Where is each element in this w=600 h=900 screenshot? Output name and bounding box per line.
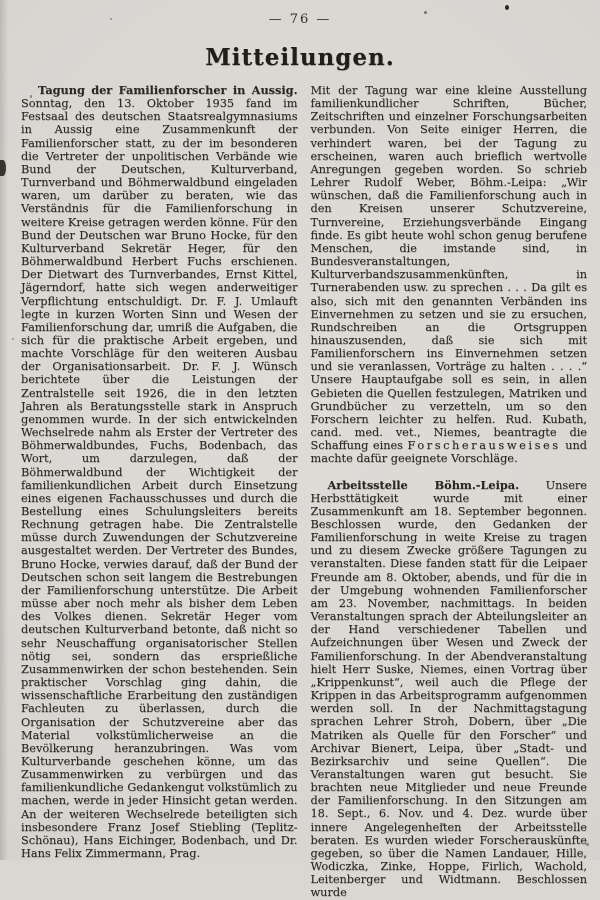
paragraph-text: Sonntag, den 13. Oktober 1935 fand im Festsaal des deutschen Staatsrealgymnasiums in Aussig eine Zusammenkunft der Familienforscher statt, zu der im besonderen die Vertreter der unpolitischen Verbände wie Bund der Deutschen, Kulturverband, Turnverband und Böhmerwaldbund eingeladen waren, um darüber zu beraten, wie das Verständnis für die Familienforschung in weitere Kreise getragen werden könne. Für den Bund der Deutschen war Bruno Hocke, für den Kulturverband Sekretär Heger, für den Böhmerwaldbund Herbert Fuchs erschienen. Der Dietwart des Turnverbandes, Ernst Kittel, Jägerndorf, hatte sich wegen anderweitiger Verpflichtung entschuldigt. Dr. F. J. Umlauft legte in kurzen Worten Sinn und Wesen der Familienforschung dar, umriß die Aufgaben, die sich für die praktische Arbeit ergeben, und machte Vorschläge für den weiteren Ausbau der Organisationsarbeit. Dr. F. J. Wünsch berichtete über die Leistungen der Zentralstelle seit 1926, die in den letzten Jahren als Beratungsstelle stark in Anspruch genommen wurde. In der sich entwickelnden Wechselrede nahm als Erster der Vertreter des Böhmerwaldbundes, Fuchs, Bodenbach, das Wort, um darzulegen, daß der Böhmerwaldbund der Wichtigkeit der familienkundlichen Arbeit durch Einsetzung eines eigenen Fachausschusses und durch die Bestellung eines Schulungsleiters bereits Rechnung getragen habe. Die Zentralstelle müsse durch Zuwendungen der Schutzvereine ausgestaltet werden. Der Vertreter des Bundes, Bruno Hocke, verwies darauf, daß der Bund der Deutschen schon seit langem die Bestrebungen der Familienforschung unterstütze. Die Arbeit müsse aber noch mehr als bisher dem Leben des Volkes dienen. Sekretär Heger vom deutschen Kulturverband betonte, daß nicht so sehr Neuschaffung organisatorischer Stellen nötig sei, sondern das ersprießliche Zusammenwirken der schon bestehenden. Sein praktischer Vorschlag ging dahin, die wissenschaftliche Erarbeitung den zuständigen Fachleuten zu überlassen, durch die Organisation der Schutzvereine aber das Material volkstümlicherweise an die Bevölkerung heranzubringen. Was vom Kulturverbande geschehen könne, um das Zusammenwirken zu verbürgen und das familienkundliche Gedankengut volkstümlich zu machen, werde in jeder Hinsicht getan werden. An der weiteren Wechselrede beteiligten sich insbesondere Franz Josef Stiebling (Teplitz-Schönau), Hans Eichinger, Bodenbach, und Dr. Hans Felix Zimmermann, Prag.: [21, 97, 298, 861]
text-columns: [0, 84, 600, 900]
paragraph: [21, 84, 298, 860]
paragraph-text: Unsere Herbsttätigkeit wurde mit einer Zusammenkunft am 18. September begonnen. Beschlossen wurde, den Gedanken der Familienforschung in weite Kreise zu tragen und zu diesem Zwecke größere Tagungen zu veranstalten. Diese fanden statt für die Leipaer Freunde am 8. Oktober, abends, und für die in der Umgebung wohnenden Familienforscher am 23. November, nachmittags. In beiden Veranstaltungen sprach der Abteilungsleiter an der Hand verschiedener Tabellen und Aufzeichnungen über Wesen und Zweck der Familienforschung. In der Abendveranstaltung hielt Herr Suske, Niemes, einen Vortrag über „Krippenkunst“, weil auch die Pflege der Krippen in das Arbeitsprogramm aufgenommen werden soll. In der Nachmittagstagung sprachen Lehrer Stroh, Dobern, über „Die Matriken als Quelle für den Forscher“ und Archivar Bienert, Leipa, über „Stadt- und Bezirksarchiv und seine Quellen“. Die Veranstaltungen waren gut besucht. Sie brachten neue Mitglieder und neue Freunde der Familienforschung. In den Sitzungen am 18. Sept., 6. Nov. und 4. Dez. wurde über innere Angelegenheiten der Arbeitsstelle beraten. Es wurden wieder Forscherauskünfte gegeben, so über die Namen Landauer, Hille, Wodiczka, Zinke, Hoppe, Firlich, Wachold, Leitenberger und Widtmann. Beschlossen wurde: [310, 478, 587, 900]
paragraph-lead: Arbeitsstelle Böhm.-Leipa.: [327, 477, 520, 492]
paragraph: [311, 84, 588, 466]
paragraph: [311, 479, 588, 900]
paragraph-text: und machte dafür geeignete Vorschläge.: [310, 439, 588, 466]
right-column: [311, 84, 588, 900]
page-number: — 76 —: [268, 12, 332, 27]
paragraph-lead: Tagung der Familienforscher in Aussig.: [38, 83, 298, 97]
left-column: [21, 84, 298, 900]
paragraph-text: Mit der Tagung war eine kleine Ausstellung familienkundlicher Schriften, Bücher, Zeitschriften und einzelner Forschungsarbeiten verbunden. Von Seite einiger Herren, die verhindert waren, bei der Tagung zu erscheinen, waren auch brieflich wertvolle Anregungen gegeben worden. So schrieb Lehrer Rudolf Weber, Böhm.-Leipa: „Wir wünschen, daß die Familienforschung auch in den Kreisen unserer Schutzvereine, Turnvereine, Erziehungsverbände Eingang finde. Es gibt heute wohl schon genug berufene Menschen, die imstande sind, in Bundesveranstaltungen, Kulturverbandszusammenkünften, in Turnerabenden usw. zu sprechen . . . Da gilt es also, sich mit den genannten Verbänden ins Einvernehmen zu setzen und sie zu ersuchen, Rundschreiben an die Ortsgruppen hinauszusenden, daß sie sich mit Familienforschern ins Einvernehmen setzen und sie veranlassen, Vorträge zu halten . . . .“ Unsere Hauptaufgabe soll es sein, in allen Gebieten die Quellen festzulegen, Matriken und Grundbücher zu verzetteln, um so den Forschern leichter zu helfen. Rud. Kubath, cand. med. vet., Niemes, beantragte die Schaffung eines: [310, 84, 587, 453]
paragraph-text: Forscherausweises: [407, 439, 561, 453]
scan-speck: [505, 5, 509, 10]
page-title: Mitteilungen.: [205, 44, 395, 71]
